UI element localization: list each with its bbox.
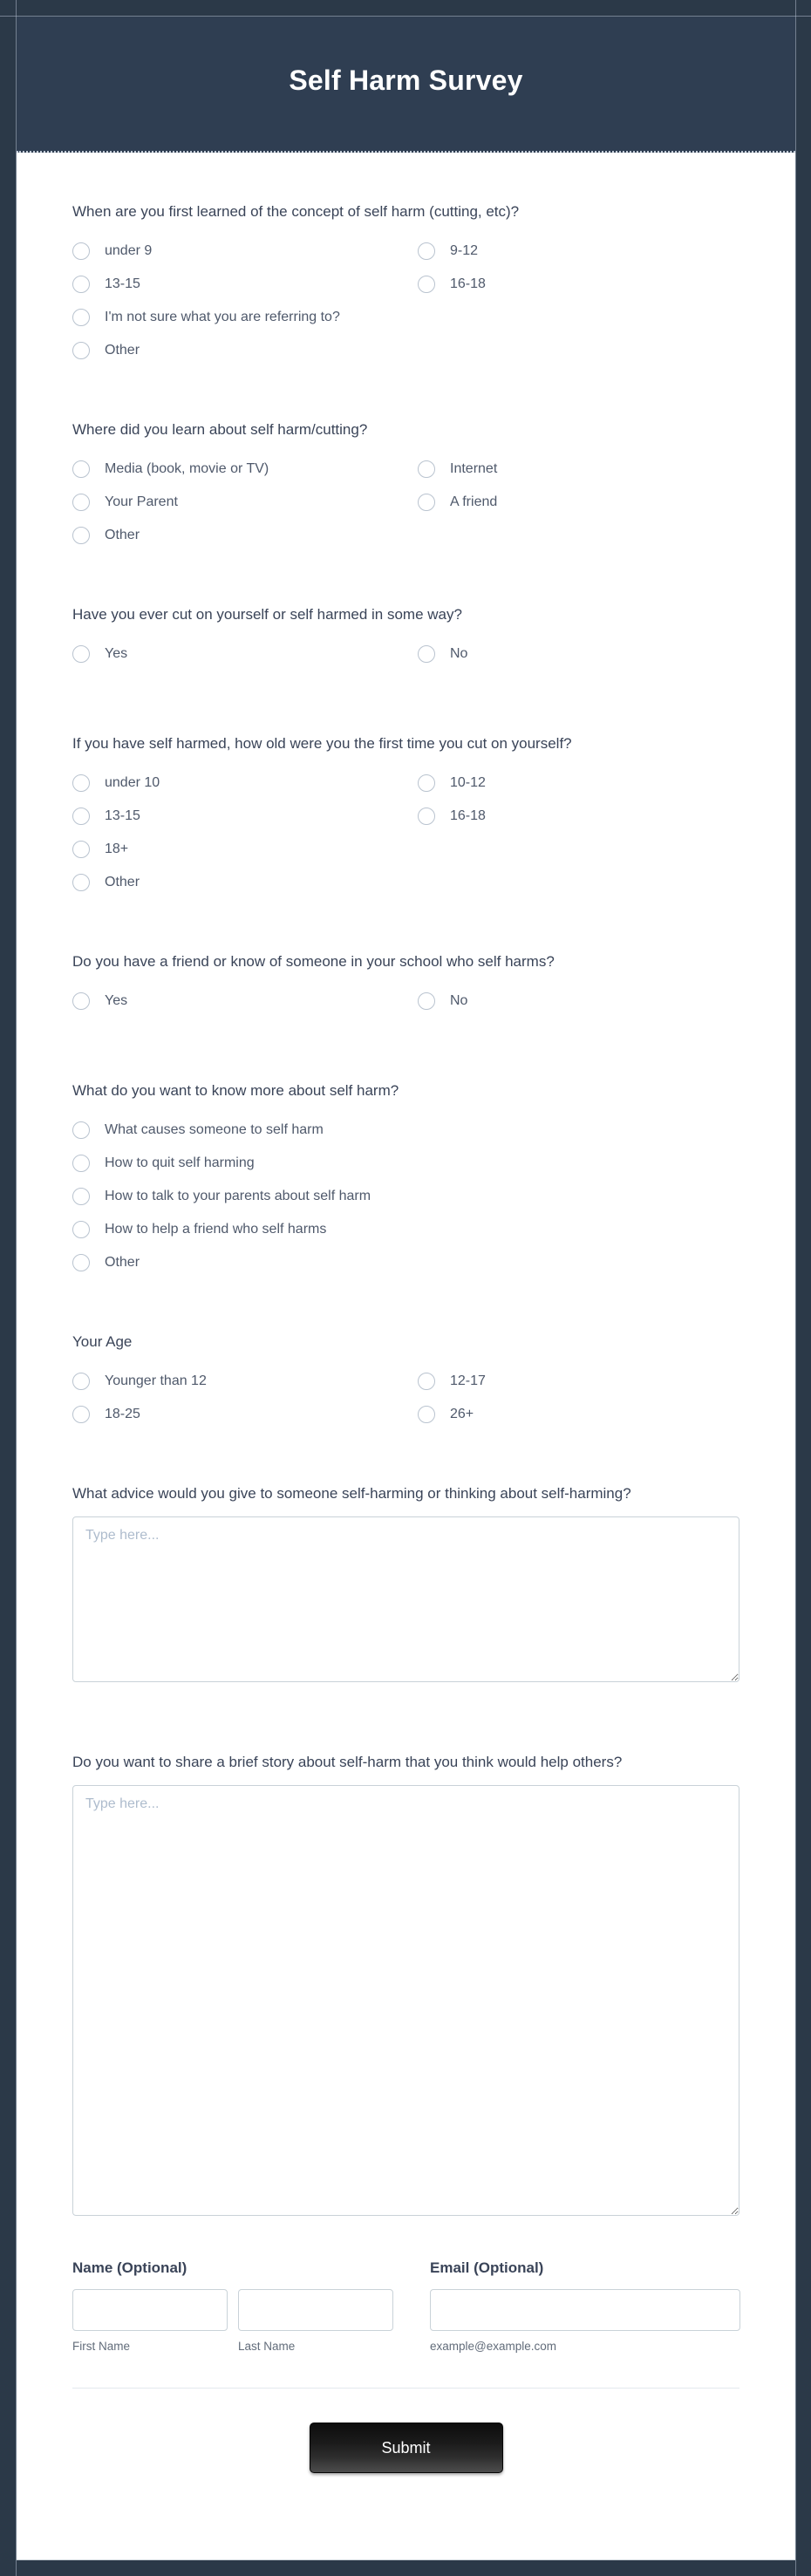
last-name-input[interactable]	[238, 2289, 393, 2331]
form-title: Self Harm Survey	[289, 64, 523, 96]
radio-option-label: A friend	[450, 494, 498, 510]
radio-icon[interactable]	[418, 1373, 435, 1390]
radio-icon[interactable]	[72, 460, 90, 478]
radio-icon[interactable]	[72, 242, 90, 260]
radio-icon[interactable]	[72, 494, 90, 511]
radio-option[interactable]	[418, 1373, 739, 1390]
radio-icon[interactable]	[72, 342, 90, 359]
radio-icon[interactable]	[72, 1221, 90, 1238]
radio-icon[interactable]	[72, 1121, 90, 1139]
question-label: Do you have a friend or know of someone in your school who self harms?	[72, 953, 555, 970]
first-name-input[interactable]	[72, 2289, 228, 2331]
question-label: Where did you learn about self harm/cutting?	[72, 421, 368, 438]
option-row	[72, 1246, 739, 1279]
option-row	[72, 235, 739, 268]
name-field-label: Name (Optional)	[72, 2259, 187, 2276]
option-row	[72, 1180, 739, 1213]
radio-option-label: Younger than 12	[105, 1373, 207, 1389]
radio-option[interactable]	[72, 1221, 418, 1238]
radio-option[interactable]	[418, 242, 739, 260]
radio-option[interactable]	[72, 342, 418, 359]
radio-icon[interactable]	[418, 242, 435, 260]
radio-option[interactable]	[418, 645, 739, 663]
question-your-age	[72, 1332, 739, 1431]
option-row	[72, 301, 739, 334]
radio-option-label: No	[450, 646, 468, 662]
radio-option[interactable]	[72, 460, 418, 478]
radio-option[interactable]	[418, 808, 739, 825]
radio-option[interactable]	[72, 1121, 418, 1139]
radio-option[interactable]	[72, 1406, 418, 1423]
radio-option[interactable]	[418, 460, 739, 478]
radio-option[interactable]	[72, 527, 418, 544]
radio-option-label: Other	[105, 343, 140, 358]
radio-icon[interactable]	[418, 808, 435, 825]
radio-option-label: Other	[105, 1255, 140, 1271]
form-card	[17, 17, 795, 2560]
question-know-more	[72, 1080, 739, 1279]
radio-option[interactable]	[72, 276, 418, 293]
radio-icon[interactable]	[72, 1373, 90, 1390]
radio-option[interactable]	[72, 1155, 418, 1172]
option-row	[72, 486, 739, 519]
option-row	[72, 767, 739, 800]
radio-option-label: 26+	[450, 1407, 474, 1422]
radio-option-label: Yes	[105, 993, 128, 1009]
radio-option-label: 13-15	[105, 808, 140, 824]
question-advice	[72, 1483, 739, 1682]
question-label: Do you want to share a brief story about self-harm that you think would help others?	[72, 1754, 623, 1770]
radio-icon[interactable]	[418, 774, 435, 792]
radio-option-label: Internet	[450, 461, 498, 477]
radio-option-label: under 10	[105, 775, 160, 791]
radio-option[interactable]	[72, 1188, 418, 1205]
radio-option[interactable]	[72, 242, 418, 260]
radio-option-label: 12-17	[450, 1373, 486, 1389]
radio-icon[interactable]	[72, 808, 90, 825]
radio-option-label: Your Parent	[105, 494, 178, 510]
radio-icon[interactable]	[418, 276, 435, 293]
last-name-sublabel: Last Name	[238, 2340, 296, 2353]
radio-option[interactable]	[72, 1373, 418, 1390]
option-row	[72, 1398, 739, 1431]
question-ever-cut	[72, 604, 739, 671]
radio-icon[interactable]	[418, 645, 435, 663]
radio-icon[interactable]	[72, 527, 90, 544]
radio-option-label: Media (book, movie or TV)	[105, 461, 269, 477]
radio-option[interactable]	[72, 808, 418, 825]
radio-option-label: 10-12	[450, 775, 486, 791]
question-label: What advice would you give to someone self-harming or thinking about self-harming?	[72, 1485, 631, 1502]
radio-icon[interactable]	[418, 460, 435, 478]
radio-icon[interactable]	[418, 494, 435, 511]
radio-option[interactable]	[418, 992, 739, 1010]
radio-option-label: How to talk to your parents about self harm	[105, 1189, 371, 1204]
radio-option[interactable]	[418, 494, 739, 511]
radio-option-label: I'm not sure what you are referring to?	[105, 310, 340, 325]
radio-option-label: 18+	[105, 842, 129, 857]
radio-option-label: 13-15	[105, 276, 140, 292]
option-row	[72, 1365, 739, 1398]
question-label: What do you want to know more about self harm?	[72, 1082, 399, 1099]
radio-option[interactable]	[72, 494, 418, 511]
radio-option[interactable]	[72, 874, 418, 891]
radio-option-label: 18-25	[105, 1407, 140, 1422]
radio-icon[interactable]	[418, 1406, 435, 1423]
radio-icon[interactable]	[72, 1188, 90, 1205]
radio-icon[interactable]	[72, 992, 90, 1010]
question-when-learned	[72, 201, 739, 367]
name-field-group	[72, 2258, 430, 2353]
radio-option-label: Other	[105, 528, 140, 543]
question-label: If you have self harmed, how old were you the first time you cut on yourself?	[72, 735, 572, 752]
email-field-group	[430, 2258, 740, 2353]
question-where-learned	[72, 419, 739, 552]
email-sublabel-row	[430, 2340, 740, 2353]
radio-option-label: 16-18	[450, 276, 486, 292]
radio-icon[interactable]	[72, 1155, 90, 1172]
radio-option[interactable]	[72, 992, 418, 1010]
radio-option-label: No	[450, 993, 468, 1009]
option-row	[72, 985, 739, 1018]
radio-icon[interactable]	[72, 645, 90, 663]
advice-textarea[interactable]	[72, 1516, 739, 1682]
radio-option-label: 16-18	[450, 808, 486, 824]
radio-option[interactable]	[72, 645, 418, 663]
option-row	[72, 1213, 739, 1246]
question-label: When are you first learned of the concept of self harm (cutting, etc)?	[72, 203, 520, 220]
radio-option[interactable]	[72, 841, 418, 858]
option-row	[72, 268, 739, 301]
radio-icon[interactable]	[72, 309, 90, 326]
name-sublabels	[72, 2340, 430, 2353]
story-textarea[interactable]	[72, 1785, 739, 2216]
option-row	[72, 1147, 739, 1180]
option-row	[72, 833, 739, 866]
contact-section	[72, 2258, 739, 2353]
radio-icon[interactable]	[72, 276, 90, 293]
first-name-sublabel: First Name	[72, 2340, 131, 2353]
form-body	[17, 153, 795, 2560]
option-row	[72, 800, 739, 833]
radio-option[interactable]	[418, 276, 739, 293]
question-label: Your Age	[72, 1333, 133, 1350]
option-row	[72, 453, 739, 486]
option-row	[72, 519, 739, 552]
email-input[interactable]	[430, 2289, 740, 2331]
radio-option-label: How to help a friend who self harms	[105, 1222, 327, 1237]
radio-icon[interactable]	[72, 774, 90, 792]
radio-option-label: How to quit self harming	[105, 1155, 255, 1171]
footer	[17, 2389, 795, 2517]
radio-icon[interactable]	[72, 874, 90, 891]
email-field-label: Email (Optional)	[430, 2259, 544, 2276]
radio-option[interactable]	[418, 1406, 739, 1423]
radio-option-label: 9-12	[450, 243, 479, 259]
option-row	[72, 866, 739, 899]
page-frame-line-right	[795, 0, 796, 2576]
option-row	[72, 1114, 739, 1147]
question-age-first-time	[72, 733, 739, 899]
email-sublabel: example@example.com	[430, 2340, 557, 2353]
question-label: Have you ever cut on yourself or self harmed in some way?	[72, 606, 462, 623]
radio-option-label: under 9	[105, 243, 153, 259]
name-inputs	[72, 2289, 430, 2331]
radio-option[interactable]	[72, 309, 418, 326]
radio-icon[interactable]	[72, 841, 90, 858]
question-brief-story	[72, 1752, 739, 2216]
radio-option[interactable]	[72, 1254, 418, 1271]
radio-icon[interactable]	[72, 1406, 90, 1423]
radio-option[interactable]	[418, 774, 739, 792]
question-friend-self-harms	[72, 951, 739, 1018]
option-row	[72, 637, 739, 671]
submit-button[interactable]: Submit	[310, 2423, 503, 2473]
radio-option-label: Other	[105, 875, 140, 890]
form-content	[17, 153, 795, 2389]
radio-option-label: What causes someone to self harm	[105, 1122, 324, 1138]
radio-option-label: Yes	[105, 646, 128, 662]
radio-icon[interactable]	[72, 1254, 90, 1271]
form-header	[17, 17, 795, 153]
radio-icon[interactable]	[418, 992, 435, 1010]
option-row	[72, 334, 739, 367]
radio-option[interactable]	[72, 774, 418, 792]
